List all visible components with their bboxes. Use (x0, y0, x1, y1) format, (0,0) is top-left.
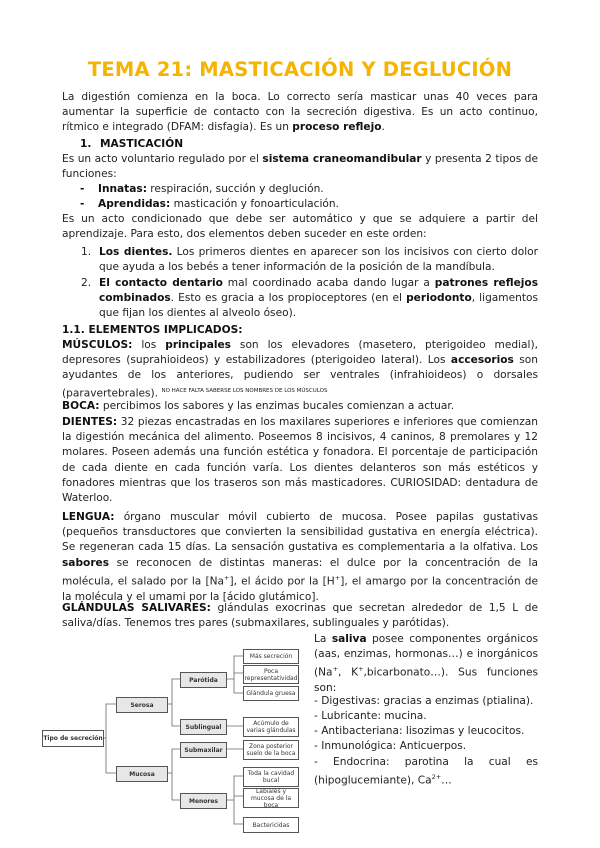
aprendidas-text: masticación y fonoarticulación. (170, 198, 339, 210)
li1-bold: Los dientes. (99, 246, 173, 258)
list-item-1-number: 1. (81, 246, 92, 258)
lengua-d: ], el ácido por la [H (229, 575, 335, 588)
saliva-paragraph (314, 632, 538, 696)
musc-d: accesorios (450, 354, 514, 367)
f5b: 2+ (431, 773, 442, 782)
saliva-b: saliva (331, 633, 367, 645)
bullet-dash: - (80, 198, 85, 210)
diagram-leaf-5: Zona posterior suelo de la boca (243, 740, 299, 760)
diagram-serosa: Serosa (116, 697, 168, 713)
musc-a: los (132, 339, 166, 351)
lengua-c: se reconocen de distintas maneras: el dulce por la concentración de la molécula, el salado por la [Na (62, 556, 538, 588)
section-11-title: 1.1. ELEMENTOS IMPLICADOS: (62, 324, 243, 336)
musculos-paragraph (62, 338, 538, 401)
musc-b: principales (165, 339, 231, 351)
diagram-leaf-7: Labiales y mucosa de la boca (243, 788, 299, 808)
f5a: - Endocrina: parotina la cual es (hipoglucemiante), Ca (314, 756, 538, 787)
lengua-label: LENGUA: (62, 511, 115, 523)
dientes-paragraph (62, 415, 538, 506)
intro-end: . (381, 121, 385, 134)
saliva-d: , K (338, 666, 359, 679)
plus-sup: + (332, 665, 339, 674)
diagram-leaf-2: Poca representatividad (243, 665, 299, 684)
saliva-function-5 (314, 755, 538, 789)
li1-text: Los primeros dientes en aparecer son los incisivos con cierto dolor que ayuda a los bebés a tener información de la posición de la mandíbula. (99, 246, 538, 274)
f5c: … (441, 774, 452, 787)
dientes-text: 32 piezas encastradas en los maxilares superiores e inferiores que comienzan la digestión mecánica del alimento. Poseemos 8 incisivos, 4 caninos, 8 premolares y 12 molares. Poseen además una función estética y fonadora. El porcentaje de participación de cada diente en cada función varía. Los dientes delanteros son más estéticos y fonadores mientras que los traseros son más masticadores. CURIOSIDAD: dentadura de Waterloo. (62, 416, 538, 505)
p1c: y presenta 2 tipos de funciones: (62, 153, 538, 181)
li2-t1: mal coordinado acaba dando lugar a (222, 277, 435, 289)
diagram-leaf-1: Más secreción (243, 649, 299, 664)
list-item-2 (99, 276, 538, 322)
diagram-menores: Menores (180, 793, 227, 809)
li2-t3: , ligamentos que fijan los dientes al alveolo óseo). (99, 292, 538, 320)
musc-e: son ayudantes de los anteriores, pudiendo ser ventrales (infrahioideos) o dorsales (paravertebrales). (62, 354, 538, 400)
musculos-note: NO HACE FALTA SABERSE LOS NOMBRES DE LOS MÚSCULOS (161, 387, 328, 394)
li2-b2: patrones reflejos combinados (99, 277, 538, 305)
glandulas-paragraph (62, 601, 538, 631)
boca-text: percibimos los sabores y las enzimas bucales comienzan a actuar. (99, 400, 455, 412)
plus-sup: + (334, 573, 341, 582)
musc-c: son los elevadores (masetero, pterigoideo medial), depresores (suprahioideos) y estabilizadores (pterigoideo lateral). Los (62, 339, 538, 367)
condicionado-paragraph: Es un acto condicionado que debe ser automático y que se adquiere a partir del aprendizaje. Para esto, dos elementos deben suceder en este orden: (62, 213, 538, 241)
list-item-2-number: 2. (81, 277, 92, 289)
lengua-b: sabores (62, 556, 110, 569)
bullet-dash: - (80, 183, 85, 195)
diagram-leaf-4: Acúmulo de varias glándulas (243, 717, 299, 737)
saliva-e: ,bicarbonato…). Sus funciones son: (314, 666, 538, 695)
p1b: sistema craneomandibular (262, 153, 422, 165)
lengua-a: órgano muscular móvil cubierto de mucosa. Posee papilas gustativas (pequeños transductores que convierten la sensibilidad gustativa en energía eléctrica). Se regeneran cada 15 días. La sensación gustativa es complementaria a la olfativa. Los (62, 511, 538, 554)
boca-paragraph (62, 399, 538, 414)
intro-bold: proceso reflejo (292, 121, 382, 134)
saliva-function-3: - Antibacteriana: lisozimas y leucocitos. (314, 725, 525, 737)
diagram-leaf-6: Toda la cavidad bucal (243, 767, 299, 787)
section-1-title: MASTICACIÓN (100, 138, 184, 150)
innatas-text: respiración, succión y deglución. (146, 183, 324, 195)
diagram-root: Tipo de secreción (42, 730, 104, 747)
dientes-label: DIENTES: (62, 416, 118, 428)
diagram-sublingual: Sublingual (180, 719, 227, 735)
intro-text: La digestión comienza en la boca. Lo correcto sería masticar unas 40 veces para aumentar la superficie de contacto con la secreción digestiva. Es un acto continuo, rítmico e integrado (DFAM: disfagia). Es un (62, 91, 538, 134)
masticacion-paragraph (62, 152, 538, 182)
glandulas-text: glándulas exocrinas que secretan alrededor de 1,5 L de saliva/días. Tenemos tres pares (submaxilares, sublinguales y parótidas). (62, 602, 538, 630)
plus-sup: + (358, 665, 364, 674)
bullet-innatas (98, 182, 538, 197)
li2-b3: periodonto (406, 292, 472, 305)
saliva-function-2: - Lubricante: mucina. (314, 710, 427, 722)
musculos-label: MÚSCULOS: (62, 339, 133, 351)
diagram-parotida: Parótida (180, 672, 227, 688)
li2-t2: . Esto es gracia a los propioceptores (en el (170, 292, 407, 305)
saliva-function-1: - Digestivas: gracias a enzimas (ptialina). (314, 695, 534, 707)
plus-sup: + (224, 573, 230, 582)
lengua-e: ], el amargo por la concentración de la molécula y el umami por la [ácido glutámico]. (62, 575, 538, 603)
bullet-aprendidas (98, 197, 538, 212)
glandulas-label: GLÁNDULAS SALIVARES: (62, 602, 211, 614)
p1a: Es un acto voluntario regulado por el (62, 153, 263, 165)
saliva-c: posee componentes orgánicos (aas, enzimas, hormonas…) e inorgánicos (Na (314, 633, 538, 679)
list-item-1 (99, 245, 538, 275)
saliva-a: La (314, 633, 332, 645)
secretion-diagram (40, 642, 310, 838)
saliva-function-4: - Inmunológica: Anticuerpos. (314, 740, 467, 752)
diagram-leaf-8: Bactericidas (243, 817, 299, 833)
section-11-heading (62, 323, 538, 338)
boca-label: BOCA: (62, 400, 100, 412)
intro-paragraph (62, 90, 538, 136)
innatas-label: Innatas: (98, 183, 147, 195)
section-1-num: 1. (80, 138, 92, 150)
diagram-leaf-3: Glándula gruesa (243, 686, 299, 701)
aprendidas-label: Aprendidas: (98, 198, 171, 210)
diagram-submaxilar: Submaxilar (180, 742, 227, 758)
section-1-heading (100, 137, 300, 152)
page-title: TEMA 21: MASTICACIÓN Y DEGLUCIÓN (87, 58, 513, 81)
lengua-paragraph (62, 510, 538, 605)
diagram-mucosa: Mucosa (116, 766, 168, 782)
li2-b1: El contacto dentario (99, 277, 223, 289)
